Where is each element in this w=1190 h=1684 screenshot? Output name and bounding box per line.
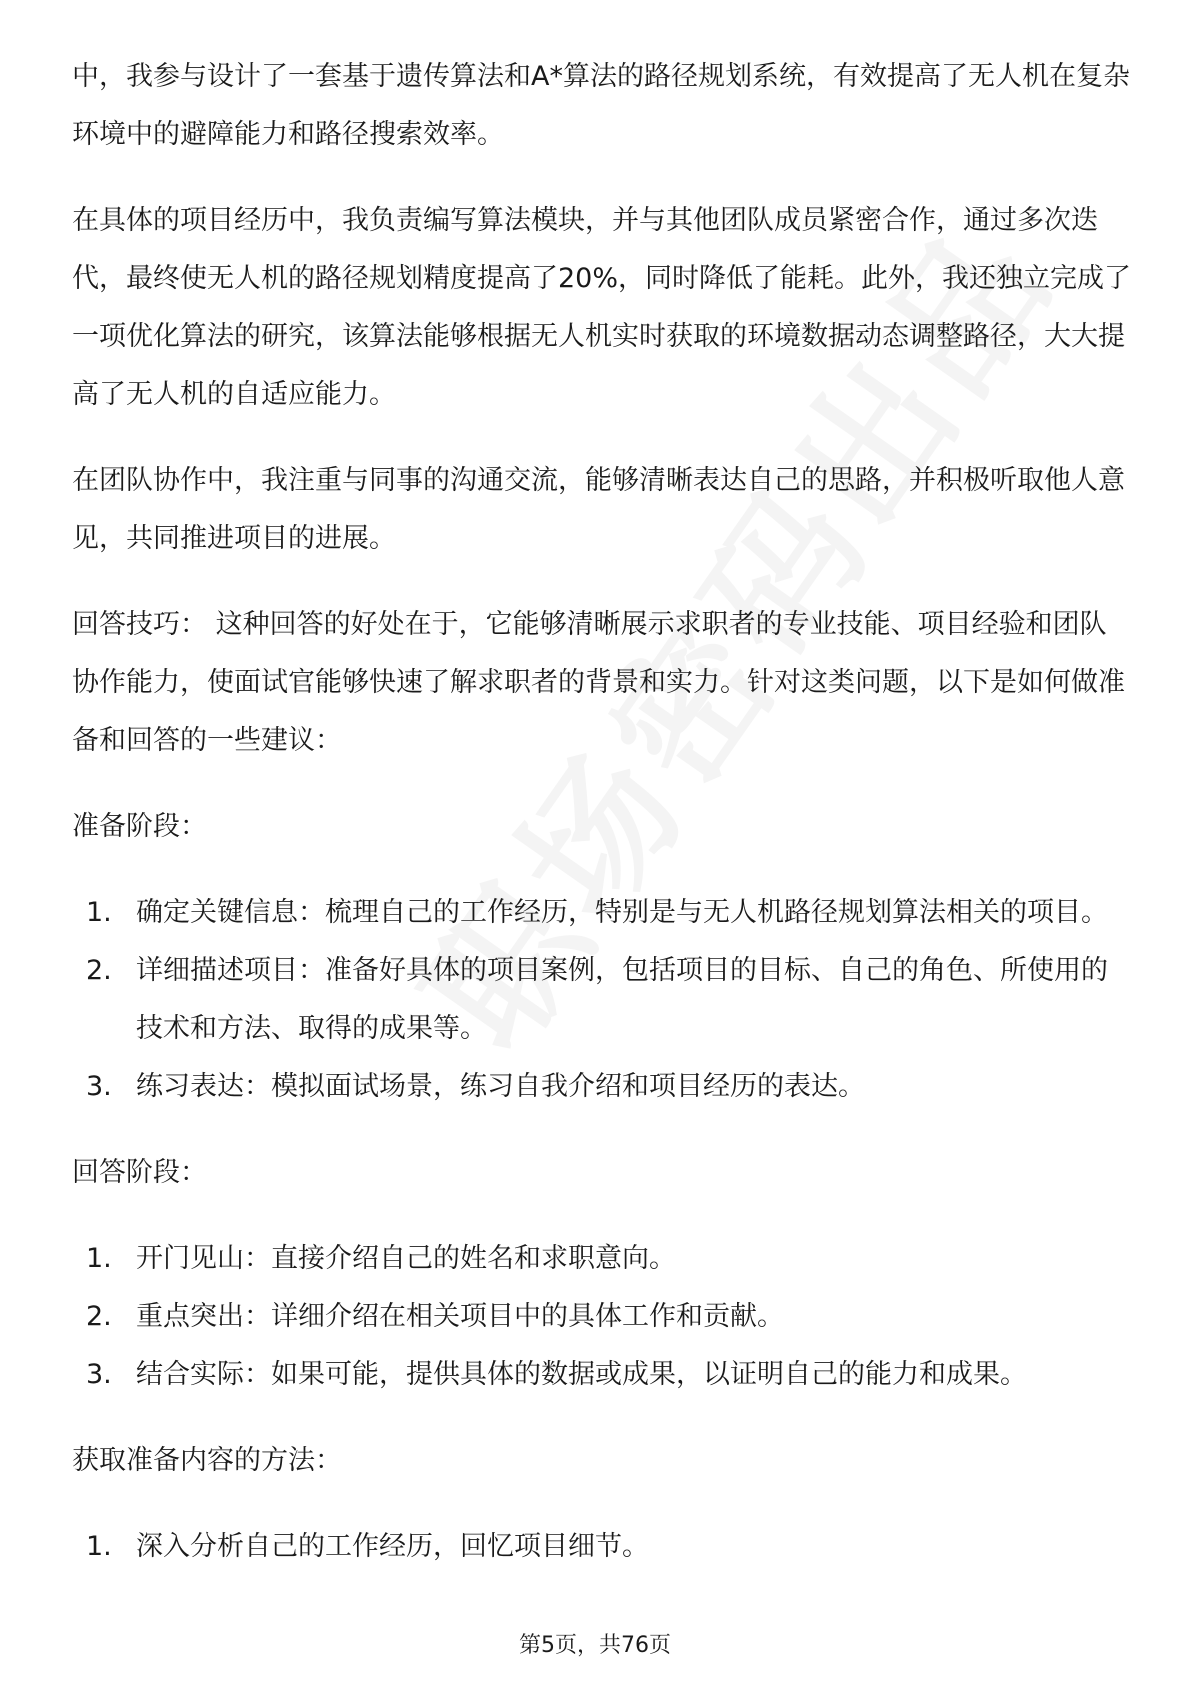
list-text: 结合实际：如果可能，提供具体的数据或成果，以证明自己的能力和成果。 [136, 1359, 1027, 1390]
document-body [72, 48, 1132, 1576]
paragraph-3: 在团队协作中，我注重与同事的沟通交流，能够清晰表达自己的思路，并积极听取他人意见，共同推进项目的进展。 [72, 465, 1125, 554]
list-item [72, 1346, 1132, 1404]
list-text: 练习表达：模拟面试场景，练习自我介绍和项目经历的表达。 [136, 1071, 865, 1102]
answer-list [72, 1230, 1132, 1404]
list-item [72, 884, 1132, 942]
prep-list [72, 884, 1132, 1116]
paragraph-1: 中，我参与设计了一套基于遗传算法和A*算法的路径规划系统，有效提高了无人机在复杂环境中的避障能力和路径搜索效率。 [72, 61, 1130, 150]
list-item [72, 1230, 1132, 1288]
answer-heading: 回答阶段： [72, 1157, 207, 1188]
method-heading: 获取准备内容的方法： [72, 1445, 342, 1476]
list-item [72, 1518, 1132, 1576]
list-number: 1. [86, 897, 112, 928]
list-text: 开门见山：直接介绍自己的姓名和求职意向。 [136, 1243, 676, 1274]
list-text: 确定关键信息：梳理自己的工作经历，特别是与无人机路径规划算法相关的项目。 [136, 897, 1108, 928]
page-footer: 第5页，共76页 [519, 1633, 671, 1658]
list-text: 详细描述项目：准备好具体的项目案例，包括项目的目标、自己的角色、所使用的技术和方法、取得的成果等。 [136, 955, 1108, 1044]
list-number: 2. [86, 1301, 112, 1332]
list-item [72, 942, 1132, 1058]
paragraph-2: 在具体的项目经历中，我负责编写算法模块，并与其他团队成员紧密合作，通过多次迭代，最终使无人机的路径规划精度提高了20%，同时降低了能耗。此外，我还独立完成了一项优化算法的研究，该算法能够根据无人机实时获取的环境数据动态调整路径，大大提高了无人机的自适应能力。 [72, 205, 1132, 410]
list-number: 1. [86, 1243, 112, 1274]
list-item [72, 1058, 1132, 1116]
list-number: 1. [86, 1531, 112, 1562]
list-number: 2. [86, 955, 112, 986]
prep-heading: 准备阶段： [72, 811, 207, 842]
list-number: 3. [86, 1359, 112, 1390]
method-list [72, 1518, 1132, 1576]
list-text: 重点突出：详细介绍在相关项目中的具体工作和贡献。 [136, 1301, 784, 1332]
list-number: 3. [86, 1071, 112, 1102]
list-text: 深入分析自己的工作经历，回忆项目细节。 [136, 1531, 649, 1562]
paragraph-4: 回答技巧： 这种回答的好处在于，它能够清晰展示求职者的专业技能、项目经验和团队协作能力，使面试官能够快速了解求职者的背景和实力。针对这类问题，以下是如何做准备和回答的一些建议： [72, 609, 1125, 756]
list-item [72, 1288, 1132, 1346]
